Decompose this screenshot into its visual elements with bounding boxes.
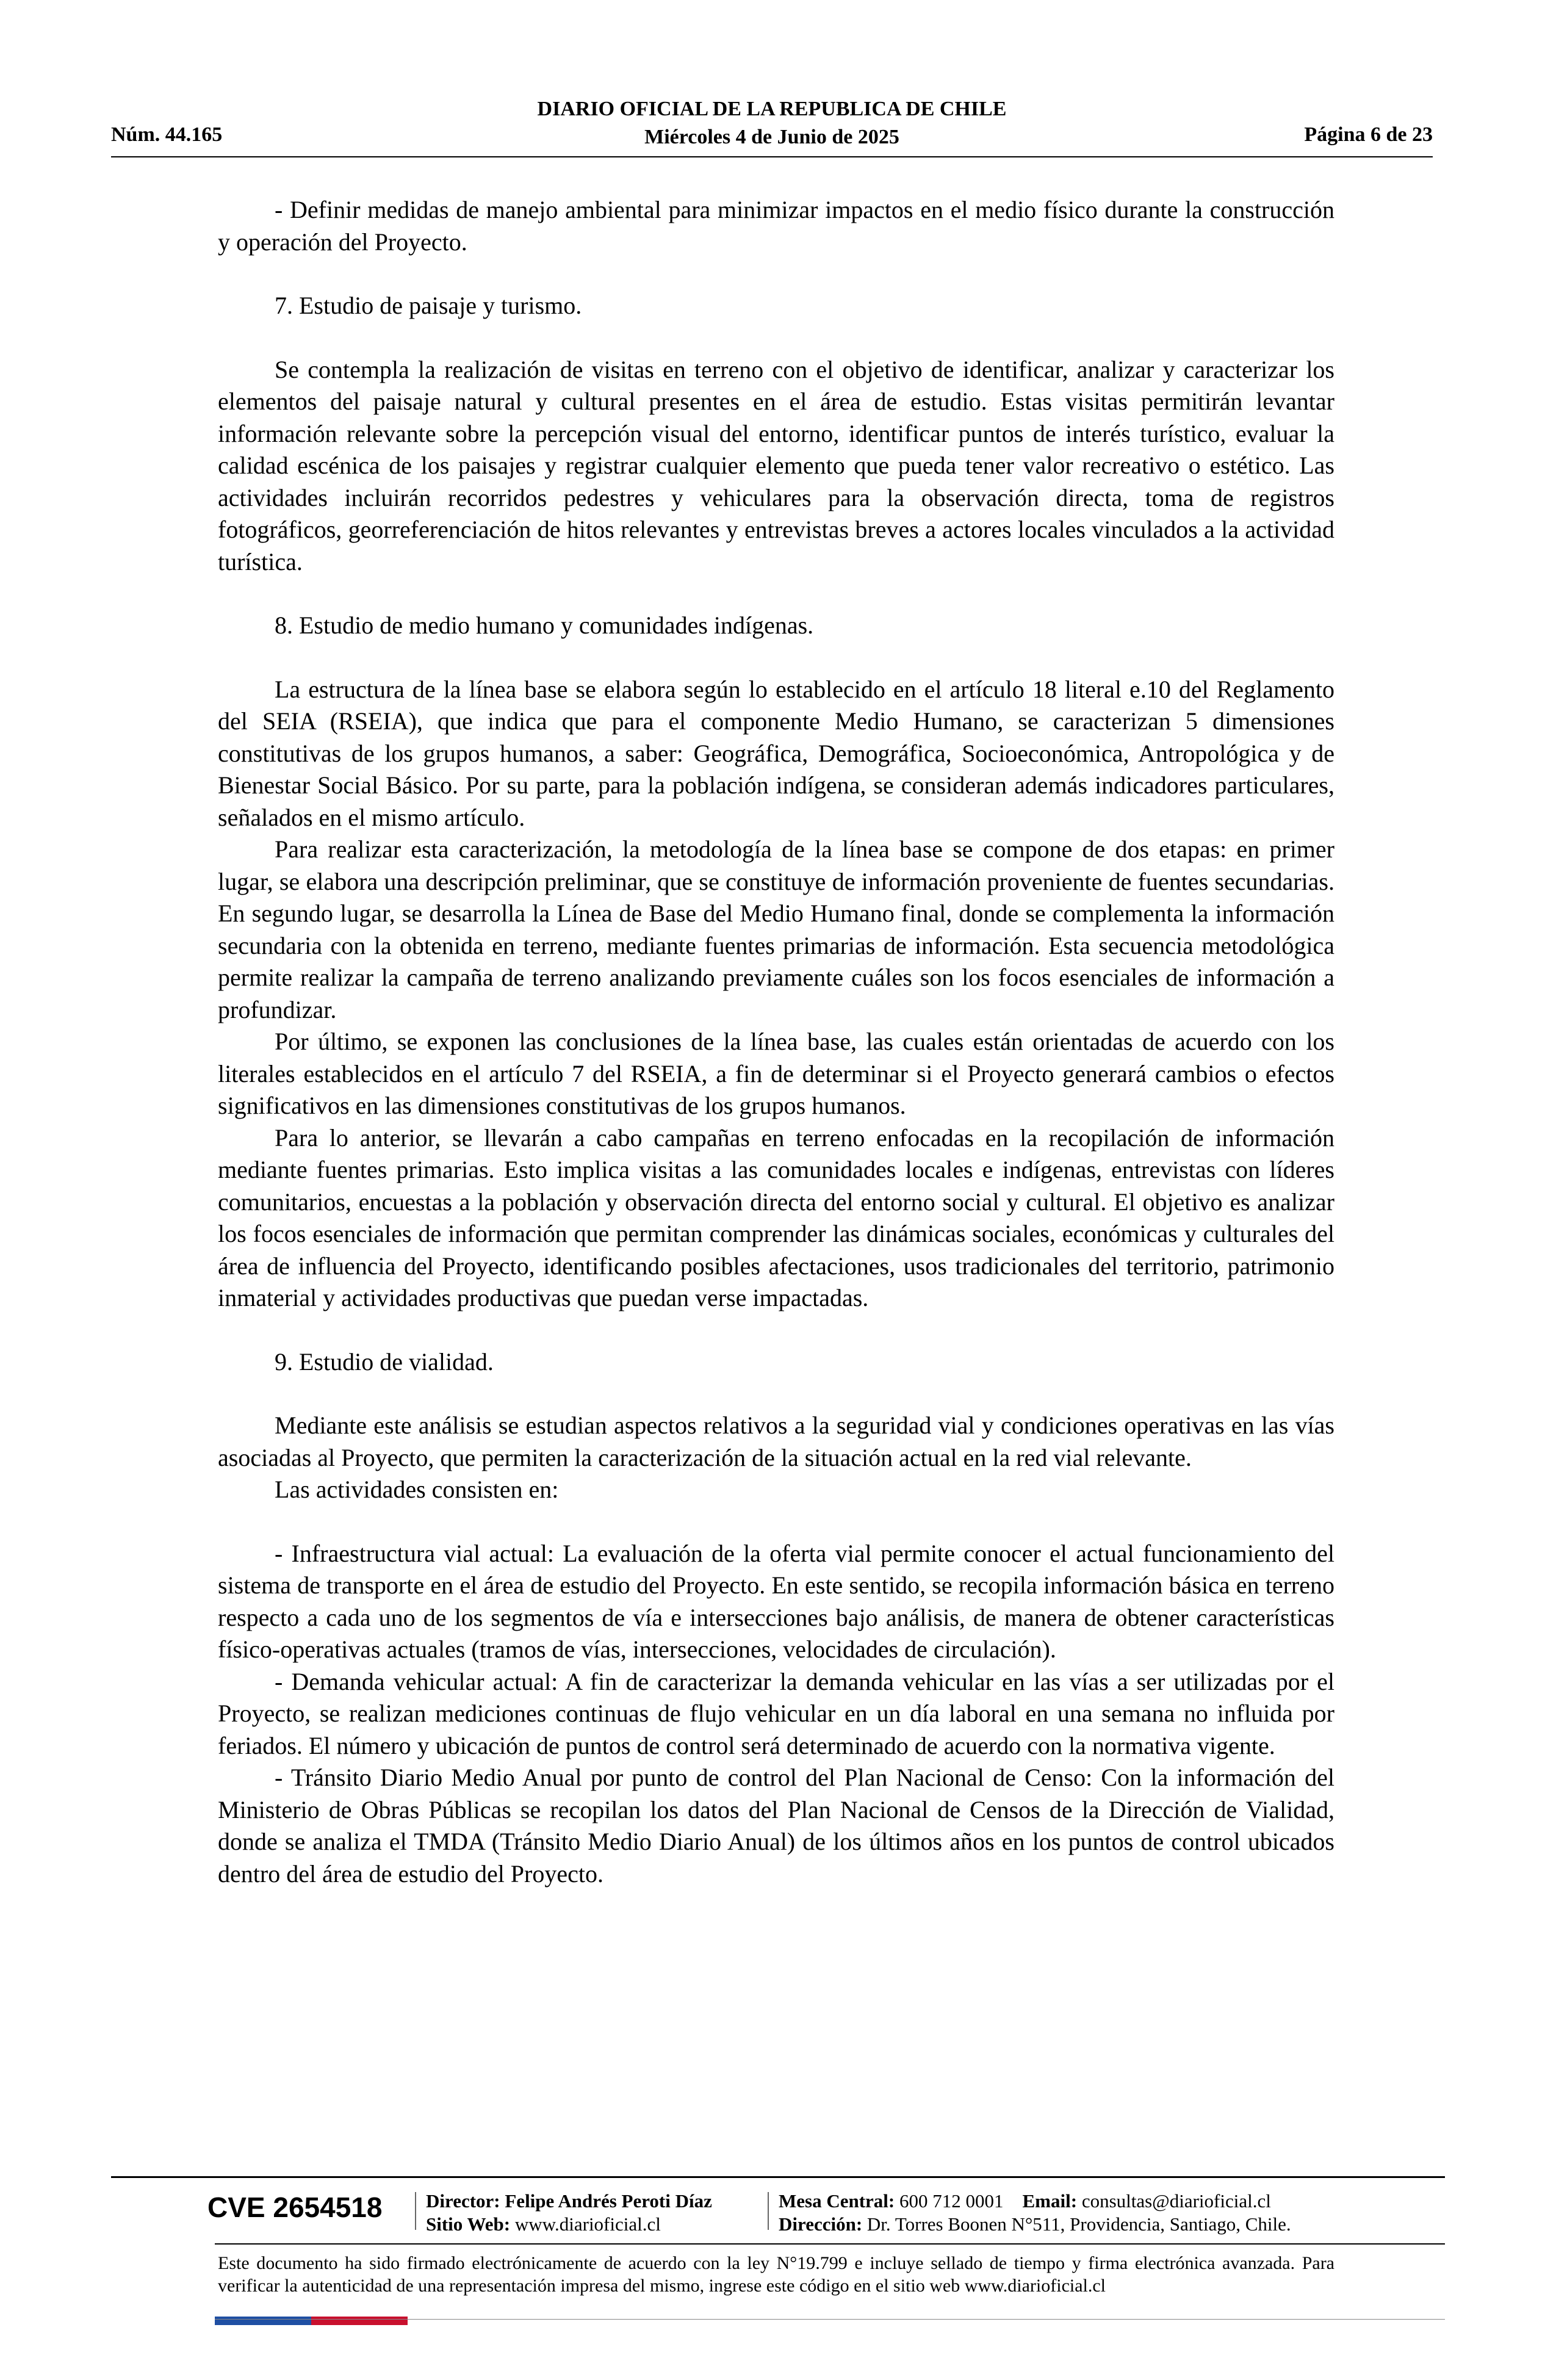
publication-title: DIARIO OFICIAL DE LA REPUBLICA DE CHILE [537,98,1007,120]
legal-notice: Este documento ha sido firmado electrónicamente de acuerdo con la ley N°19.799 e incluye sellado de tiempo y firma electrónica avanzada. Para verificar la autenticidad de una representación impresa del mismo, ingrese este código en el sitio web www.diarioficial.cl [218,2253,1334,2296]
address-label: Dirección: [779,2213,863,2235]
publication-date: Miércoles 4 de Junio de 2025 [644,126,899,148]
email-link[interactable]: consultas@diarioficial.cl [1081,2190,1271,2212]
paragraph: - Tránsito Diario Medio Anual por punto de control del Plan Nacional de Censo: Con la información del Ministerio de Obras Públicas se recopilan los datos del Plan Nacional de Censos de la Dirección de Vialidad, donde se analiza el TMDA (Tránsito Medio Diario Anual) de los últimos años en los puntos de control ubicados dentro del área de estudio del Proyecto. [218,1764,1334,1888]
footer-mid-rule [215,2243,1445,2245]
section-heading-8: 8. Estudio de medio humano y comunidades indígenas. [275,611,814,639]
header-divider [111,156,1433,157]
cve-code: CVE 2654518 [207,2191,383,2223]
phone-value: 600 712 0001 [899,2190,1004,2212]
web-label: Sitio Web: [426,2213,511,2235]
email-label: Email: [1022,2190,1078,2212]
issue-number: Núm. 44.165 [111,123,223,146]
page-number: Página 6 de 23 [1304,123,1433,146]
paragraph: Se contempla la realización de visitas en terreno con el objetivo de identificar, analizar y caracterizar los elementos del paisaje natural y cultural presentes en el área de estudio. Estas visitas permitirán levantar información relevante sobre la percepción visual del entorno, identificar puntos de interés turístico, evaluar la calidad escénica de los paisajes y registrar cualquier elemento que pueda tener valor recreativo o estético. Las actividades incluirán recorridos pedestres y vehiculares para la observación directa, toma de registros fotográficos, georreferenciación de hitos relevantes y entrevistas breves a actores locales vinculados a la actividad turística. [218,355,1334,575]
page-header [111,92,1433,153]
footer-top-rule [111,2176,1445,2178]
address-value: Dr. Torres Boonen N°511, Providencia, Santiago, Chile. [866,2213,1291,2235]
document-body [218,194,1334,1890]
header-center [111,95,1433,151]
mesa-label: Mesa Central: [779,2190,895,2212]
director-label: Director: Felipe Andrés Peroti Díaz [426,2190,712,2212]
paragraph: Para lo anterior, se llevarán a cabo campañas en terreno enfocadas en la recopilación de información mediante fuentes primarias. Esto implica visitas a las comunidades locales e indígenas, entrevistas con líderes comunitarios, encuestas a la población y observación directa del entorno social y cultural. El objetivo es analizar los focos esenciales de información que permitan comprender las dinámicas sociales, económicas y culturales del área de influencia del Proyecto, identificando posibles afectaciones, usos tradicionales del territorio, patrimonio inmaterial y actividades productivas que puedan verse impactadas. [218,1123,1334,1311]
footer-director-block [426,2190,712,2236]
paragraph: - Infraestructura vial actual: La evaluación de la oferta vial permite conocer el actual funcionamiento del sistema de transporte en el área de estudio del Proyecto. En este sentido, se recopila información básica en terreno respecto a cada uno de los segmentos de vía e intersecciones bajo análisis, de manera de obtener características físico-operativas actuales (tramos de vías, intersecciones, velocidades de circulación). [218,1539,1334,1663]
footer-bottom-rule [215,2319,1445,2320]
flag-red-segment [311,2317,408,2325]
paragraph: La estructura de la línea base se elabora según lo establecido en el artículo 18 literal e.10 del Reglamento del SEIA (RSEIA), que indica que para el componente Medio Humano, se caracterizan 5 dimensiones constitutivas de los grupos humanos, a saber: Geográfica, Demográfica, Socioeconómica, Antropológica y de Bienestar Social Básico. Por su parte, para la población indígena, se consideran además indicadores particulares, señalados en el mismo artículo. [218,675,1334,831]
section-heading-7: 7. Estudio de paisaje y turismo. [275,292,582,319]
paragraph: - Definir medidas de manejo ambiental para minimizar impactos en el medio físico durante la construcción y operación del Proyecto. [218,196,1334,256]
footer-separator [415,2192,416,2230]
paragraph: Para realizar esta caracterización, la metodología de la línea base se compone de dos etapas: en primer lugar, se elabora una descripción preliminar, que se constituye de información proveniente de fuentes secundarias. En segundo lugar, se desarrolla la Línea de Base del Medio Humano final, donde se complementa la información secundaria con la obtenida en terreno, mediante fuentes primarias de información. Esta secuencia metodológica permite realizar la campaña de terreno analizando previamente cuáles son los focos esenciales de información a profundizar. [218,835,1334,1023]
paragraph: - Demanda vehicular actual: A fin de caracterizar la demanda vehicular en las vías a ser utilizadas por el Proyecto, se realizan mediciones continuas de flujo vehicular en un día laboral en una semana no influida por feriados. El número y ubicación de puntos de control será determinado de acuerdo con la normativa vigente. [218,1667,1334,1759]
paragraph: Las actividades consisten en: [275,1476,559,1503]
footer-separator [768,2192,769,2230]
footer-contact-block [779,2190,1291,2236]
flag-stripe [215,2317,408,2325]
paragraph: Por último, se exponen las conclusiones de la línea base, las cuales están orientadas de acuerdo con los literales establecidos en el artículo 7 del RSEIA, a fin de determinar si el Proyecto generará cambios o efectos significativos en las dimensiones constitutivas de los grupos humanos. [218,1028,1334,1119]
section-heading-9: 9. Estudio de vialidad. [275,1347,494,1376]
flag-blue-segment [215,2317,311,2325]
web-link[interactable]: www.diarioficial.cl [514,2213,661,2235]
paragraph: Mediante este análisis se estudian aspectos relativos a la seguridad vial y condiciones operativas en las vías asociadas al Proyecto, que permiten la caracterización de la situación actual en la red vial relevante. [218,1412,1334,1471]
